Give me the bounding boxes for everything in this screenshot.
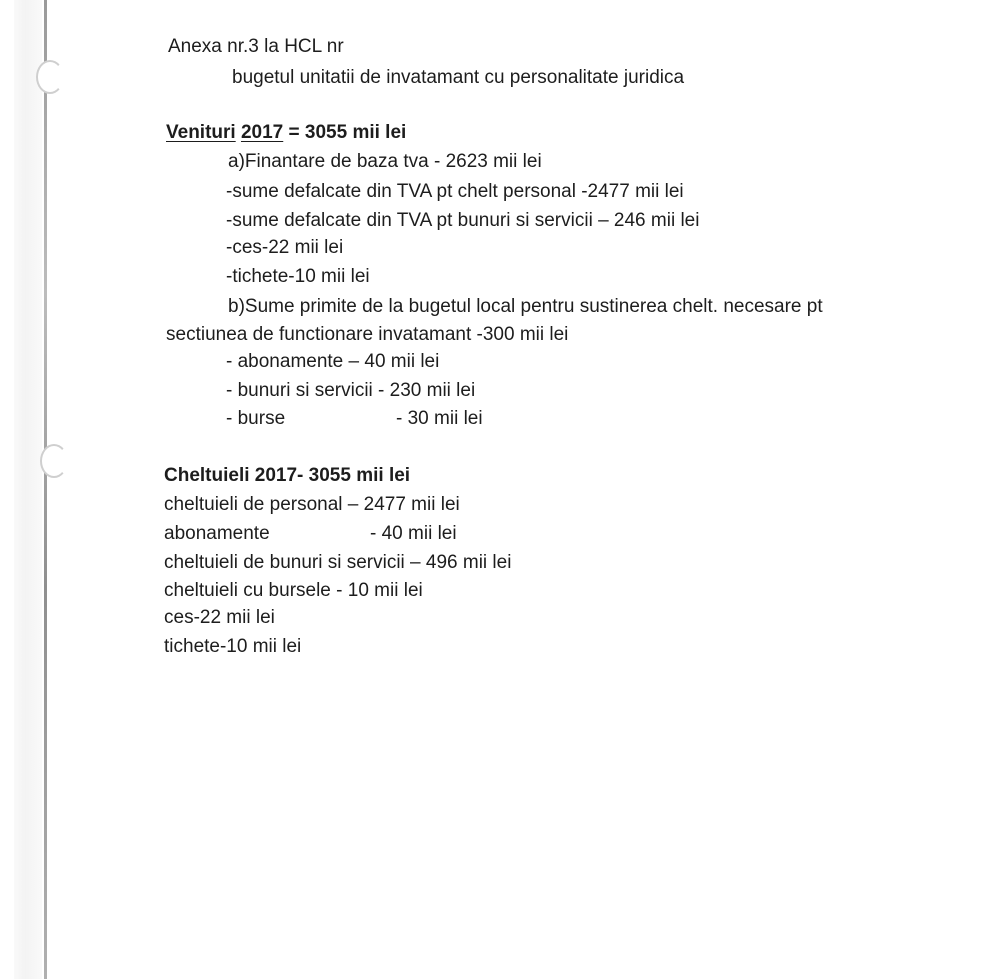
revenues-heading-label: Venituri <box>166 122 236 143</box>
expense-line: cheltuieli de personal – 2477 mii lei <box>164 494 460 515</box>
expense-line: cheltuieli cu bursele - 10 mii lei <box>164 580 423 601</box>
expense-line: cheltuieli de bunuri si servicii – 496 mii lei <box>164 552 512 573</box>
document-subtitle: bugetul unitatii de invatamant cu personalitate juridica <box>232 67 685 88</box>
expense-abonamente-label: abonamente <box>164 523 270 544</box>
revenue-line: -sume defalcate din TVA pt chelt personal -2477 mii lei <box>226 181 684 202</box>
revenues-heading <box>166 121 406 145</box>
expenses-heading: Cheltuieli 2017- 3055 mii lei <box>164 465 411 486</box>
expense-line: tichete-10 mii lei <box>164 636 302 657</box>
revenue-line: - bunuri si servicii - 230 mii lei <box>226 380 476 401</box>
revenue-line: - abonamente – 40 mii lei <box>226 351 440 372</box>
revenues-heading-total: = 3055 mii lei <box>283 122 407 143</box>
revenue-line: -sume defalcate din TVA pt bunuri si servicii – 246 mii lei <box>226 210 700 231</box>
revenue-line: -tichete-10 mii lei <box>226 266 370 287</box>
revenue-burse-value: - 30 mii lei <box>396 408 483 429</box>
punch-hole-top <box>36 60 64 94</box>
revenue-line: -ces-22 mii lei <box>226 237 344 258</box>
scan-edge-shadow <box>14 0 42 979</box>
binding-line <box>44 0 47 979</box>
punch-hole-middle <box>40 444 68 478</box>
expense-line: ces-22 mii lei <box>164 607 275 628</box>
annex-title: Anexa nr.3 la HCL nr <box>168 36 344 57</box>
revenue-line: a)Finantare de baza tva - 2623 mii lei <box>228 151 542 172</box>
revenue-burse-label: - burse <box>226 408 286 429</box>
revenue-line: sectiunea de functionare invatamant -300 mii lei <box>166 324 569 345</box>
expense-abonamente-value: - 40 mii lei <box>370 523 457 544</box>
revenues-heading-year: 2017 <box>240 122 284 143</box>
revenue-line: b)Sume primite de la bugetul local pentru sustinerea chelt. necesare pt <box>228 296 823 317</box>
